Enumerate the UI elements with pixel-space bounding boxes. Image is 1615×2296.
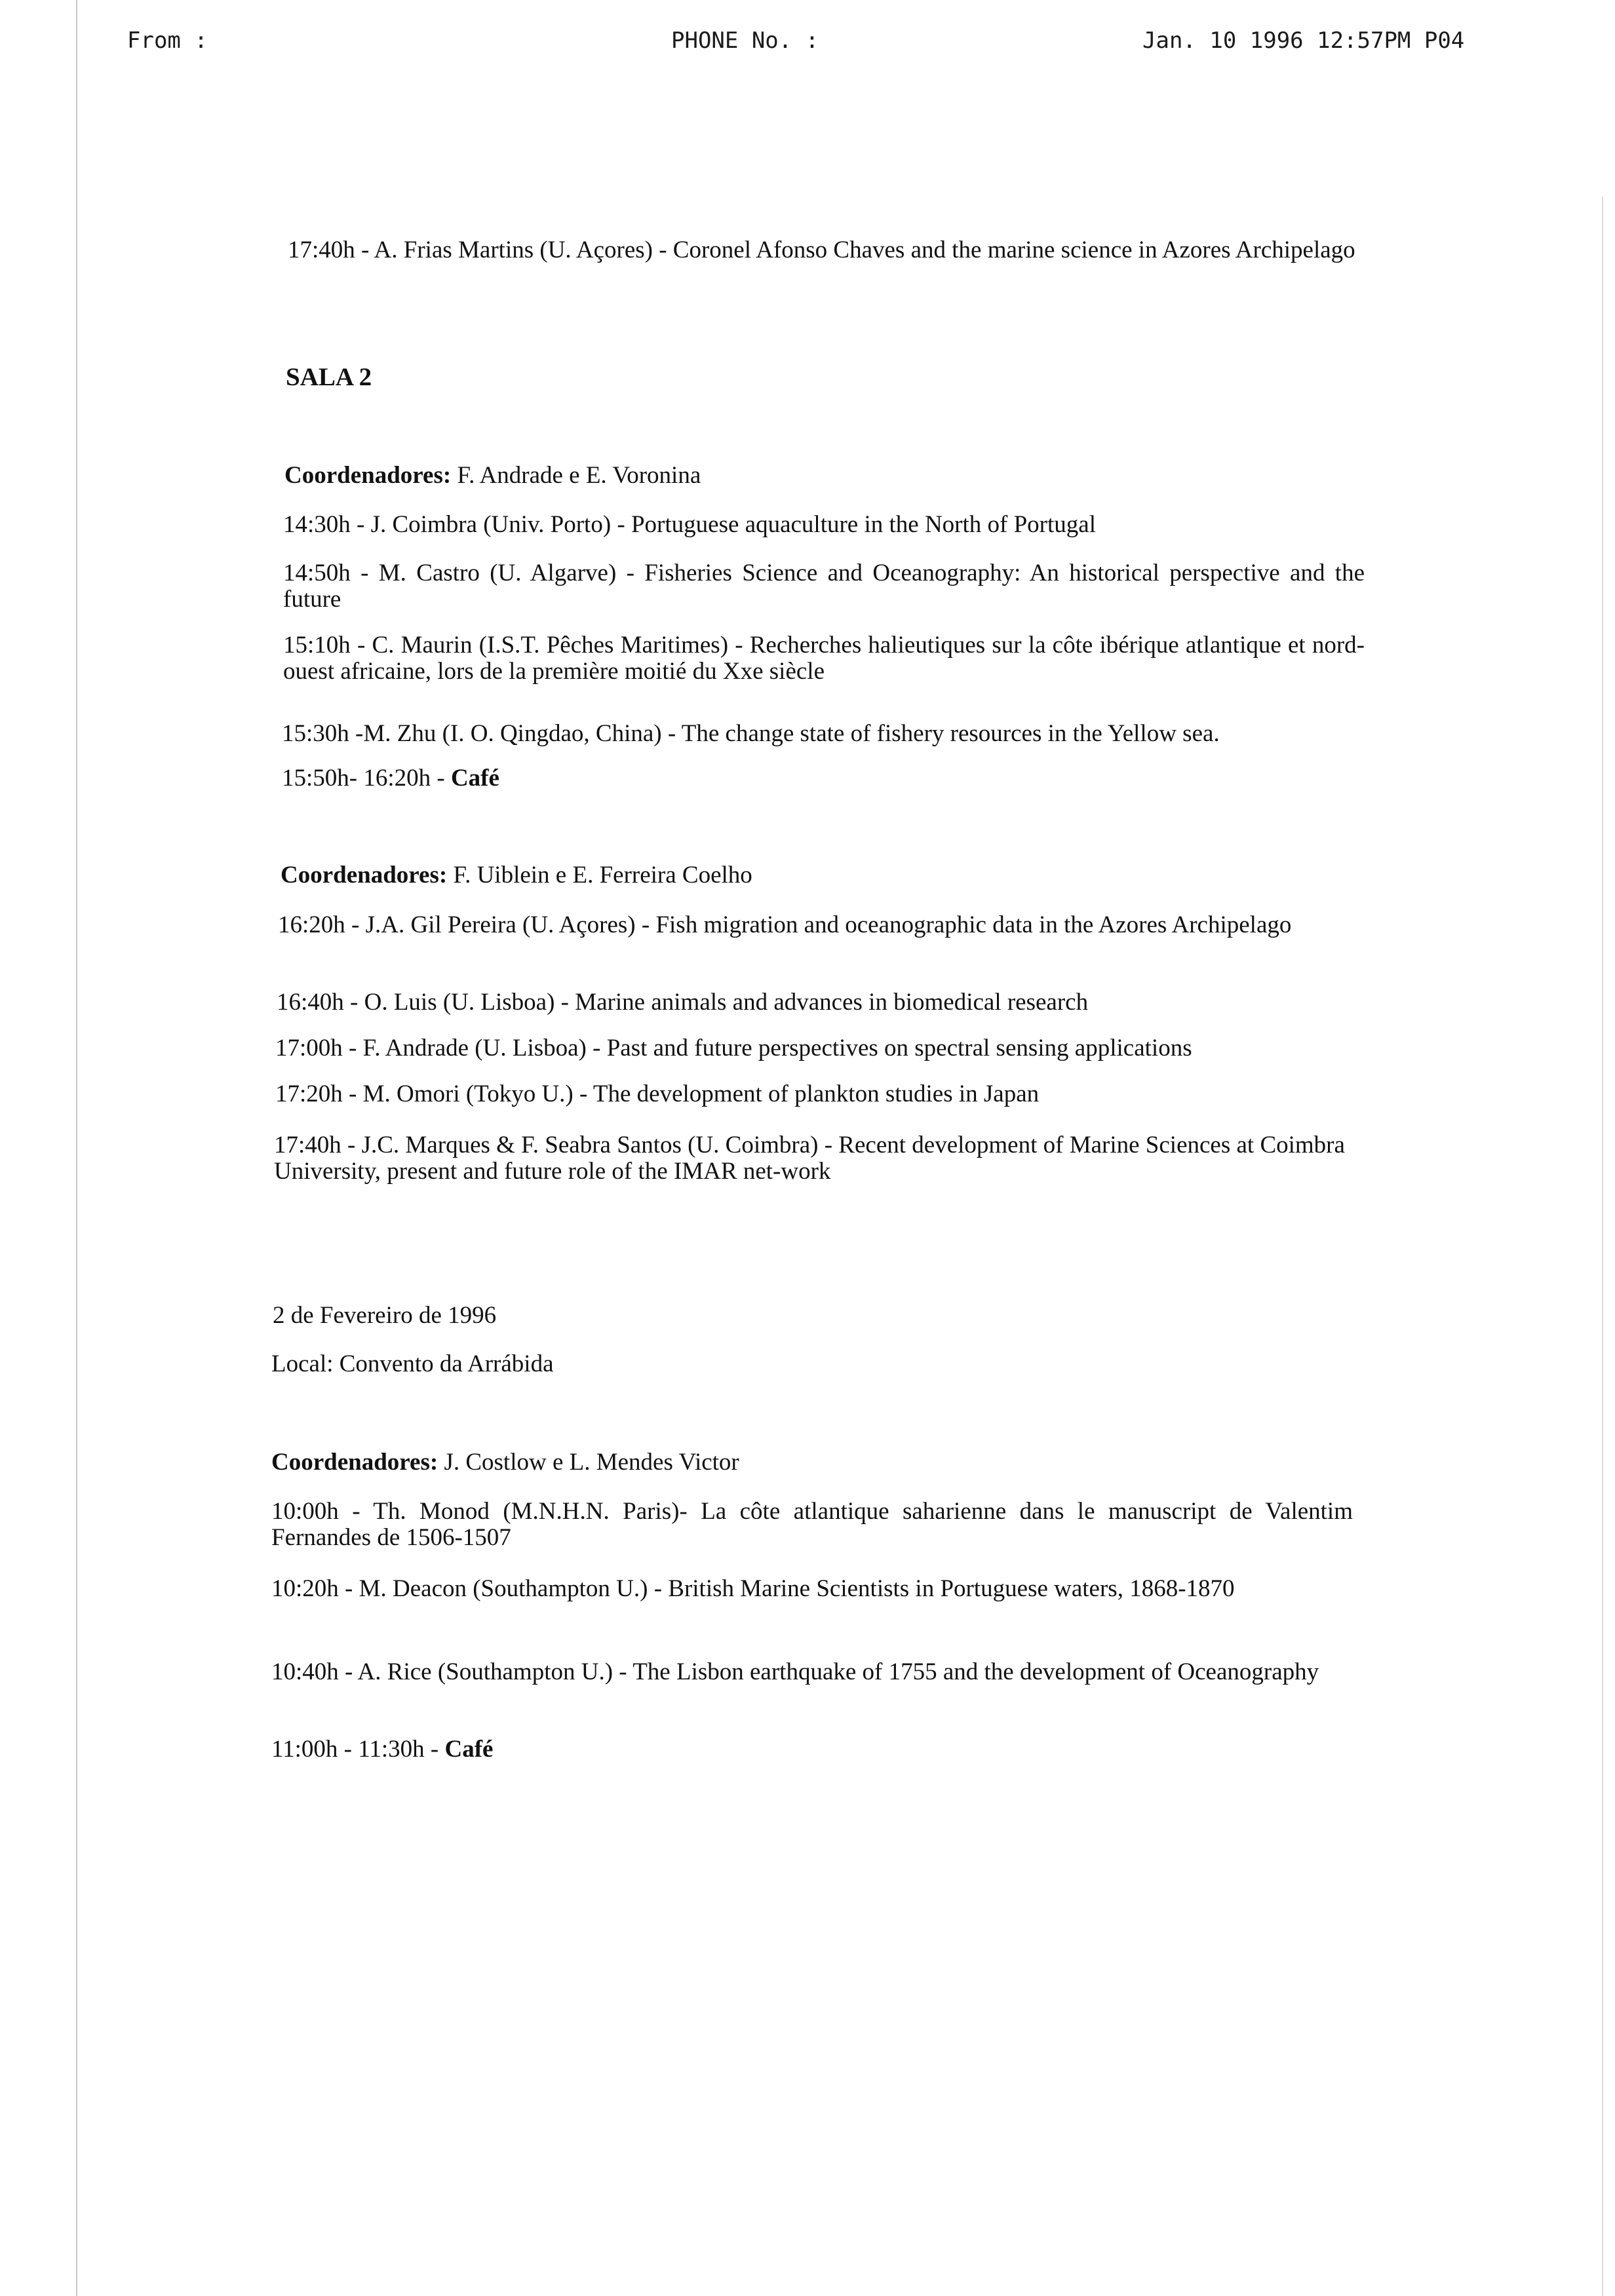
- talk-text: -M. Zhu (I. O. Qingdao, China) - The change state of fishery resources in the Yellow sea.: [349, 720, 1220, 747]
- fax-date: Jan. 10 1996 12:57PM P04: [1142, 28, 1465, 54]
- talk-entry: [275, 1035, 1357, 1062]
- talk-text: - A. Rice (Southampton U.) - The Lisbon earthquake of 1755 and the development of Oceanography: [338, 1658, 1319, 1685]
- fax-from: From :: [127, 28, 208, 54]
- coffee-break: [282, 765, 1363, 792]
- talk-time: 10:40h: [271, 1658, 339, 1685]
- talk-entry: [275, 1081, 1357, 1107]
- talk-text: - A. Frias Martins (U. Açores) - Coronel Afonso Chaves and the marine science in Azores Archipelago: [355, 237, 1355, 263]
- coordinators-names: J. Costlow e L. Mendes Victor: [438, 1449, 739, 1476]
- talk-time: 10:20h: [271, 1575, 339, 1602]
- fax-phone: PHONE No. :: [671, 28, 819, 54]
- talk-text: - J.A. Gil Pereira (U. Açores) - Fish migration and oceanographic data in the Azores Archipelago: [345, 911, 1292, 938]
- talk-time: 17:00h: [275, 1035, 343, 1062]
- section-heading: SALA 2: [286, 363, 372, 391]
- break-time: 15:50h- 16:20h -: [282, 765, 451, 792]
- break-label: Café: [450, 765, 499, 792]
- talk-time: 16:40h: [277, 989, 344, 1016]
- talk-text: - O. Luis (U. Lisboa) - Marine animals and advances in biomedical research: [343, 989, 1089, 1016]
- talk-time: 15:30h: [282, 720, 349, 747]
- talk-text: - F. Andrade (U. Lisboa) - Past and future perspectives on spectral sensing applications: [342, 1035, 1192, 1062]
- talk-text: - C. Maurin (I.S.T. Pêches Maritimes) - Recherches halieutiques sur la côte ibérique atlantique et nord- ouest africaine, lors de la première moitié du Xxe siècle: [283, 632, 1365, 685]
- talk-entry: [277, 989, 1358, 1016]
- talk-entry: [271, 1576, 1353, 1602]
- talk-time: 17:40h: [274, 1132, 341, 1158]
- talk-text: - J. Coimbra (Univ. Porto) - Portuguese aquaculture in the North of Portugal: [350, 511, 1096, 538]
- talk-entry: [283, 632, 1365, 685]
- talk-entry: [274, 1132, 1355, 1185]
- talk-time: 10:00h: [271, 1498, 339, 1525]
- talk-entry: [283, 560, 1365, 613]
- day-date: 2 de Fevereiro de 1996: [273, 1302, 497, 1329]
- talk-time: 15:10h: [283, 632, 351, 659]
- talk-entry: [283, 512, 1365, 538]
- coordinators-names: F. Andrade e E. Voronina: [451, 462, 701, 489]
- coordinators-line: [284, 463, 1366, 489]
- talk-text: - M. Omori (Tokyo U.) - The development of plankton studies in Japan: [342, 1081, 1040, 1107]
- coordinators-line: [281, 862, 1362, 889]
- talk-text: - Th. Monod (M.N.H.N. Paris)- La côte atlantique saharienne dans le manuscript de Valentim Fernandes de 1506-1507: [271, 1498, 1353, 1551]
- talk-text: - M. Castro (U. Algarve) - Fisheries Science and Oceanography: An historical perspective and the future: [283, 560, 1365, 613]
- talk-entry: [271, 1499, 1353, 1551]
- day-location: Local: Convento da Arrábida: [271, 1350, 554, 1377]
- coordinators-line: [271, 1449, 1353, 1476]
- talk-text: - J.C. Marques & F. Seabra Santos (U. Coimbra) - Recent development of Marine Sciences at Coimbra University, present and future role of the IMAR net-work: [274, 1132, 1345, 1185]
- break-time: 11:00h - 11:30h -: [271, 1736, 445, 1763]
- coordinators-label: Coordenadores:: [281, 862, 448, 889]
- coordinators-names: F. Uiblein e E. Ferreira Coelho: [447, 862, 752, 889]
- coordinators-label: Coordenadores:: [284, 462, 452, 489]
- talk-entry: [271, 1659, 1353, 1685]
- talk-time: 17:40h: [288, 237, 355, 263]
- talk-entry: [282, 721, 1363, 747]
- talk-time: 14:50h: [283, 560, 351, 586]
- talk-time: 14:30h: [283, 511, 351, 538]
- talk-text: - M. Deacon (Southampton U.) - British Marine Scientists in Portuguese waters, 1868-1870: [338, 1575, 1235, 1602]
- talk-entry: [288, 237, 1369, 263]
- coffee-break: [271, 1736, 1353, 1763]
- talk-entry: [278, 912, 1359, 938]
- break-label: Café: [444, 1736, 494, 1763]
- talk-time: 16:20h: [278, 911, 345, 938]
- coordinators-label: Coordenadores:: [271, 1449, 438, 1476]
- talk-time: 17:20h: [275, 1081, 343, 1107]
